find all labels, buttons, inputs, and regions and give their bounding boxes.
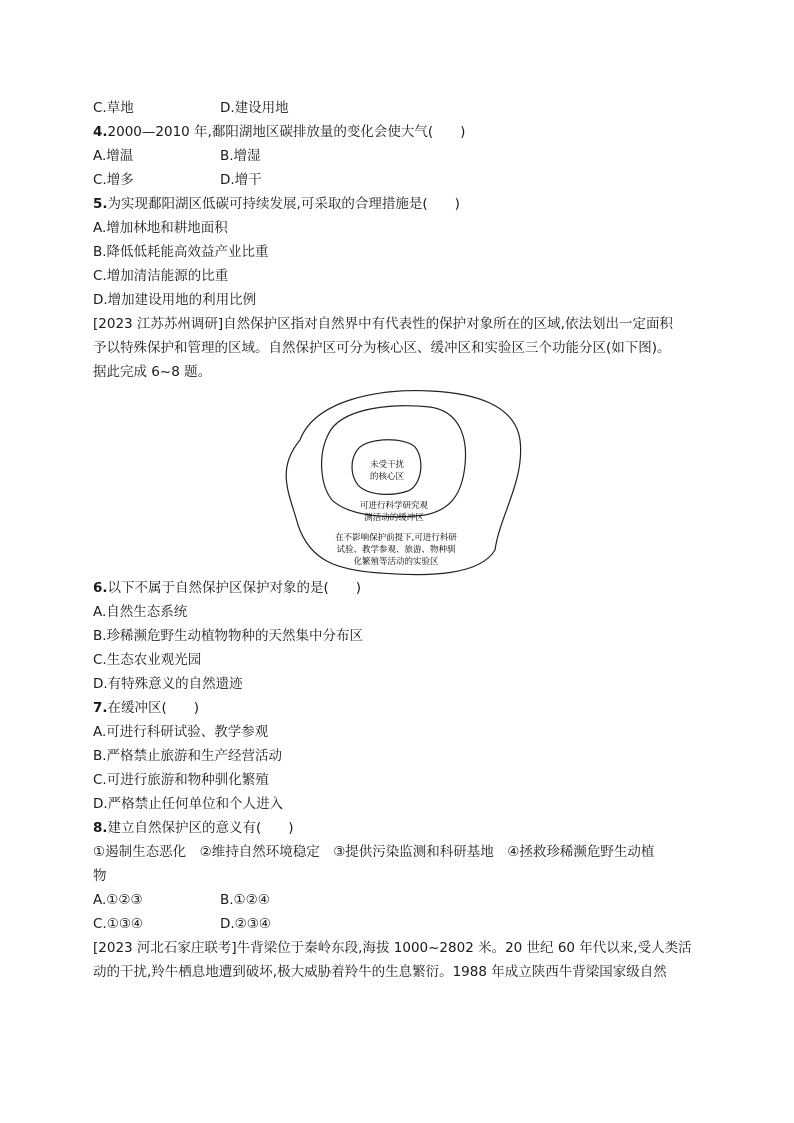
intro-paragraph-line: 据此完成 6~8 题。: [93, 364, 212, 380]
q4-option-d: D.增干: [220, 172, 262, 188]
q6-option-d: D.有特殊意义的自然遗迹: [93, 676, 243, 692]
q4-option-c: C.增多: [93, 172, 134, 188]
intro-paragraph-line: [2023 河北石家庄联考]牛背梁位于秦岭东段,海拔 1000~2802 米。20 世纪 60 年代以来,受人类活: [93, 940, 692, 956]
nature-reserve-zone-diagram: [270, 385, 525, 580]
experimental-zone-label: 在不影响保护前提下,可进行科研: [335, 533, 457, 543]
experimental-zone-label: 试验、教学参观、旅游、物种驯: [336, 545, 456, 555]
question-stem: 以下不属于自然保护区保护对象的是( ): [107, 580, 362, 596]
question-number: 7.: [93, 700, 108, 716]
q6-option-b: B.珍稀濒危野生动植物物种的天然集中分布区: [93, 628, 364, 644]
intro-paragraph-line: 予以特殊保护和管理的区域。自然保护区可分为核心区、缓冲区和实验区三个功能分区(如下图)。: [93, 340, 671, 356]
intro-paragraph-line: [2023 江苏苏州调研]自然保护区指对自然界中有代表性的保护对象所在的区域,依法划出一定面积: [93, 316, 673, 332]
q7-option-d: D.严格禁止任何单位和个人进入: [93, 796, 284, 812]
buffer-zone-label: 测活动的缓冲区: [364, 513, 424, 523]
q6-option-a: A.自然生态系统: [93, 604, 188, 620]
question-6: [93, 579, 361, 597]
question-8: [93, 819, 294, 837]
question-stem: 建立自然保护区的意义有( ): [107, 820, 294, 836]
q4-option-b: B.增湿: [220, 148, 261, 164]
buffer-zone-label: 可进行科学研究观: [359, 501, 429, 511]
question-stem: 为实现鄱阳湖区低碳可持续发展,可采取的合理措施是( ): [107, 196, 460, 212]
question-stem: 在缓冲区( ): [107, 700, 200, 716]
q7-option-c: C.可进行旅游和物种驯化繁殖: [93, 772, 269, 788]
question-7: [93, 699, 199, 717]
q8-option-d: D.②③④: [220, 916, 271, 932]
core-zone-label: 的核心区: [369, 472, 405, 482]
question-number: 4.: [93, 124, 108, 140]
q5-option-a: A.增加林地和耕地面积: [93, 220, 228, 236]
question-4: [93, 123, 465, 141]
q3-option-d: D.建设用地: [220, 100, 289, 116]
question-5: [93, 195, 460, 213]
question-stem: 2000—2010 年,鄱阳湖地区碳排放量的变化会使大气( ): [107, 124, 466, 140]
question-number: 8.: [93, 820, 108, 836]
experimental-zone-label: 化繁殖等活动的实验区: [353, 557, 439, 567]
core-zone-label: 未受干扰: [369, 460, 405, 470]
q8-option-c: C.①③④: [93, 916, 144, 932]
q6-option-c: C.生态农业观光园: [93, 652, 202, 668]
q3-option-c: C.草地: [93, 100, 134, 116]
q4-option-a: A.增温: [93, 148, 134, 164]
q5-option-d: D.增加建设用地的利用比例: [93, 292, 257, 308]
question-number: 5.: [93, 196, 108, 212]
q5-option-c: C.增加清洁能源的比重: [93, 268, 229, 284]
q7-option-a: A.可进行科研试验、教学参观: [93, 724, 269, 740]
intro-paragraph-line: 动的干扰,羚牛栖息地遭到破坏,极大威胁着羚牛的生息繁衍。1988 年成立陕西牛背梁国家级自然: [93, 964, 667, 980]
q8-option-b: B.①②④: [220, 892, 270, 908]
q8-statement-list: ①遏制生态恶化 ②维持自然环境稳定 ③提供污染监测和科研基地 ④拯救珍稀濒危野生动植: [93, 844, 655, 860]
q8-statement-list-cont: 物: [93, 868, 107, 884]
q8-option-a: A.①②③: [93, 892, 143, 908]
q7-option-b: B.严格禁止旅游和生产经营活动: [93, 748, 283, 764]
question-number: 6.: [93, 580, 108, 596]
q5-option-b: B.降低低耗能高效益产业比重: [93, 244, 269, 260]
